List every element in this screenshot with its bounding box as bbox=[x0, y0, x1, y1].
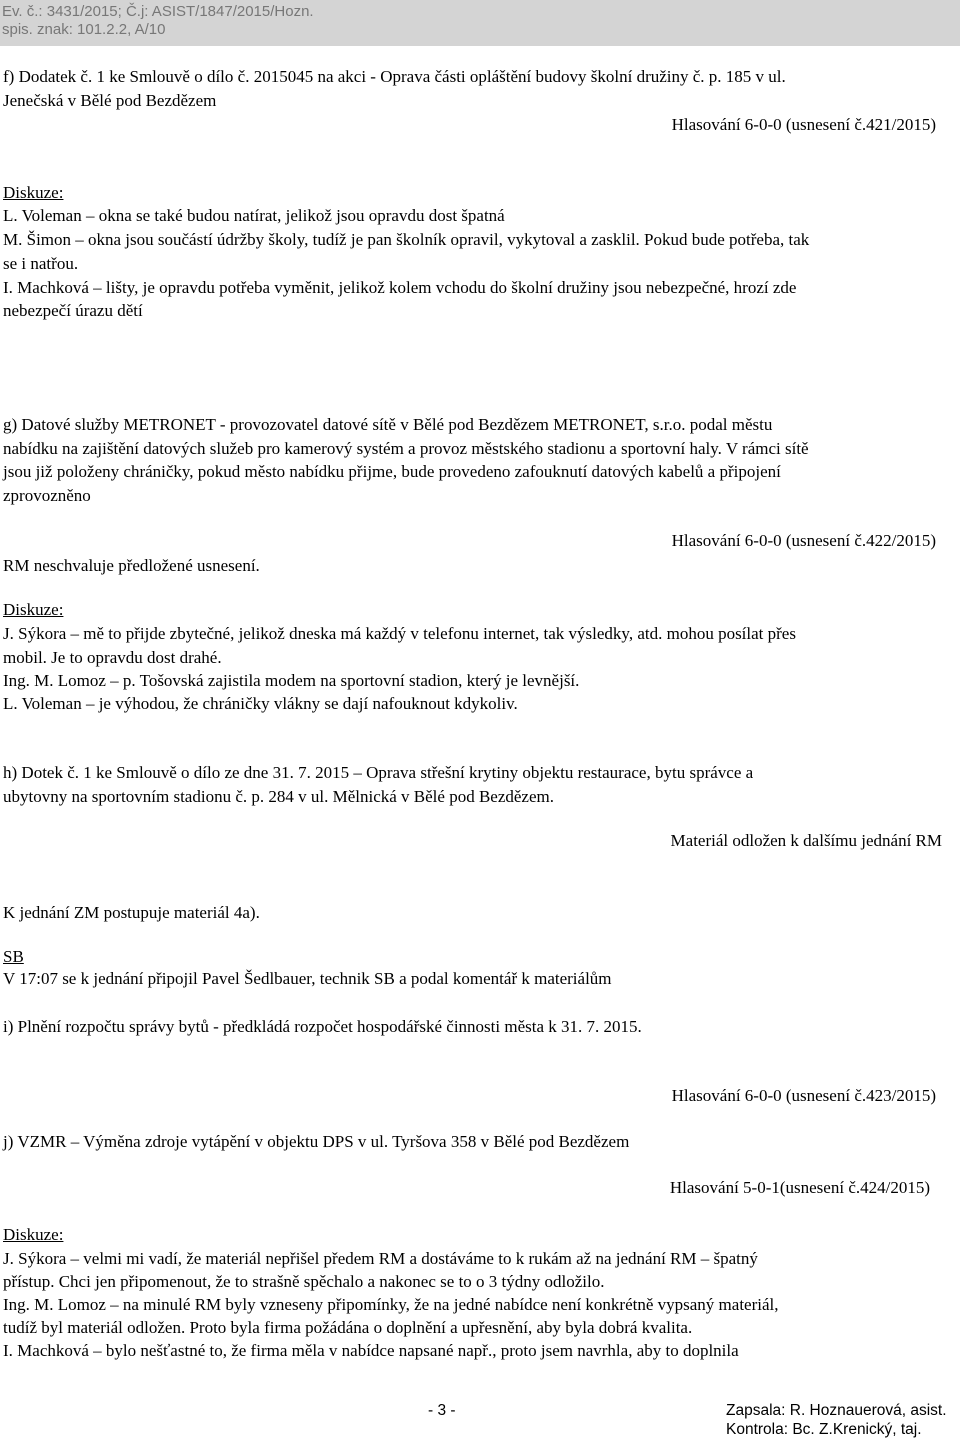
section-g-discussion-item-cont: mobil. Je to opravdu dost drahé. bbox=[3, 648, 222, 667]
section-g-text: nabídku na zajištění datových služeb pro kamerový systém a provoz městského stadionu a sportovní haly. V rámci sítě bbox=[3, 439, 809, 458]
section-h-text: h) Dotek č. 1 ke Smlouvě o dílo ze dne 31. 7. 2015 – Oprava střešní krytiny objektu restaurace, bytu správce a bbox=[3, 763, 754, 782]
section-g-text: jsou již položeny chráničky, pokud město nabídku přijme, bude provedeno zafouknutí datových kabelů a připojení bbox=[3, 462, 781, 481]
section-j-discussion-item: Ing. M. Lomoz – na minulé RM byly vzneseny připomínky, že na jedné nabídce není konkrétně vypsaný materiál, bbox=[3, 1295, 779, 1314]
section-g-discussion-item: J. Sýkora – mě to přijde zbytečné, jelikož dneska má každý v telefonu internet, tak výsledky, atd. mohou posílat přes bbox=[3, 624, 796, 643]
section-f-vote: Hlasování 6-0-0 (usnesení č.421/2015) bbox=[671, 115, 936, 134]
section-h-status: Materiál odložen k dalšímu jednání RM bbox=[670, 831, 942, 850]
section-i-text: i) Plnění rozpočtu správy bytů - předkládá rozpočet hospodářské činnosti města k 31. 7. 2015. bbox=[3, 1017, 642, 1036]
section-f-discussion-label: Diskuze: bbox=[3, 183, 64, 202]
section-h-zm-note: K jednání ZM postupuje materiál 4a). bbox=[3, 903, 260, 922]
section-f-title-cont: Jenečská v Bělé pod Bezdězem bbox=[3, 91, 217, 110]
section-g-discussion-label: Diskuze: bbox=[3, 600, 64, 619]
section-f-discussion-item: I. Machková – lišty, je opravdu potřeba vyměnit, jelikož kolem vchodu do školní družiny jsou nebezpečné, hrozí zde bbox=[3, 278, 797, 297]
file-mark: spis. znak: 101.2.2, A/10 bbox=[2, 21, 166, 38]
section-j-discussion-label: Diskuze: bbox=[3, 1225, 64, 1244]
section-f-discussion-item-cont: nebezpečí úrazu dětí bbox=[3, 301, 143, 320]
sb-label: SB bbox=[3, 947, 24, 966]
section-g-resolution: RM neschvaluje předložené usnesení. bbox=[3, 556, 260, 575]
section-j-discussion-item-cont: přístup. Chci jen připomenout, že to strašně spěchalo a nakonec se to o 3 týdny odložilo. bbox=[3, 1272, 605, 1291]
section-g-text: g) Datové služby METRONET - provozovatel datové sítě v Bělé pod Bezdězem METRONET, s.r.o. podal městu bbox=[3, 415, 773, 434]
section-f-title: f) Dodatek č. 1 ke Smlouvě o dílo č. 2015045 na akci - Oprava části opláštění budovy školní družiny č. p. 185 v ul. bbox=[3, 67, 786, 86]
section-j-discussion-item-cont: tudíž byl materiál odložen. Proto byla firma požádána o doplnění a upřesnění, aby byla dobrá kvalita. bbox=[3, 1318, 693, 1337]
sb-note: V 17:07 se k jednání připojil Pavel Šedlbauer, technik SB a podal komentář k materiálům bbox=[3, 969, 612, 988]
section-i-vote: Hlasování 6-0-0 (usnesení č.423/2015) bbox=[671, 1086, 936, 1105]
section-f-discussion-item: M. Šimon – okna jsou součástí údržby školy, tudíž je pan školník opravil, vykytoval a zasklil. Pokud bude potřeba, tak bbox=[3, 230, 810, 249]
section-f-discussion-item: L. Voleman – okna se také budou natírat, jelikož jsou opravdu dost špatná bbox=[3, 206, 505, 225]
section-j-vote: Hlasování 5-0-1(usnesení č.424/2015) bbox=[669, 1178, 930, 1197]
section-g-text: zprovozněno bbox=[3, 486, 91, 505]
section-g-discussion-item: L. Voleman – je výhodou, že chráničky vlákny se dají nafouknout kdykoliv. bbox=[3, 694, 518, 713]
section-j-discussion-item: J. Sýkora – velmi mi vadí, že materiál nepřišel předem RM a dostáváme to k rukám až na jednání RM – špatný bbox=[3, 1249, 758, 1268]
section-j-text: j) VZMR – Výměna zdroje vytápění v objektu DPS v ul. Tyršova 358 v Bělé pod Bezdězem bbox=[3, 1132, 630, 1151]
page-number: - 3 - bbox=[428, 1402, 456, 1419]
section-j-discussion-item: I. Machková – bylo nešťastné to, že firma měla v nabídce napsané např., proto jsem navrhla, aby to doplnila bbox=[3, 1341, 739, 1360]
section-g-discussion-item: Ing. M. Lomoz – p. Tošovská zajistila modem na sportovní stadion, který je levnější. bbox=[3, 671, 580, 690]
registration-number: Ev. č.: 3431/2015; Č.j: ASIST/1847/2015/Hozn. bbox=[2, 3, 314, 20]
section-h-text: ubytovny na sportovním stadionu č. p. 284 v ul. Mělnická v Bělé pod Bezdězem. bbox=[3, 787, 554, 806]
section-f-discussion-item-cont: se i natřou. bbox=[3, 254, 79, 273]
section-g-vote: Hlasování 6-0-0 (usnesení č.422/2015) bbox=[671, 531, 936, 550]
recorded-by: Zapsala: R. Hoznauerová, asist. bbox=[726, 1402, 947, 1419]
document-header bbox=[0, 0, 960, 46]
checked-by: Kontrola: Bc. Z.Krenický, taj. bbox=[726, 1421, 922, 1438]
